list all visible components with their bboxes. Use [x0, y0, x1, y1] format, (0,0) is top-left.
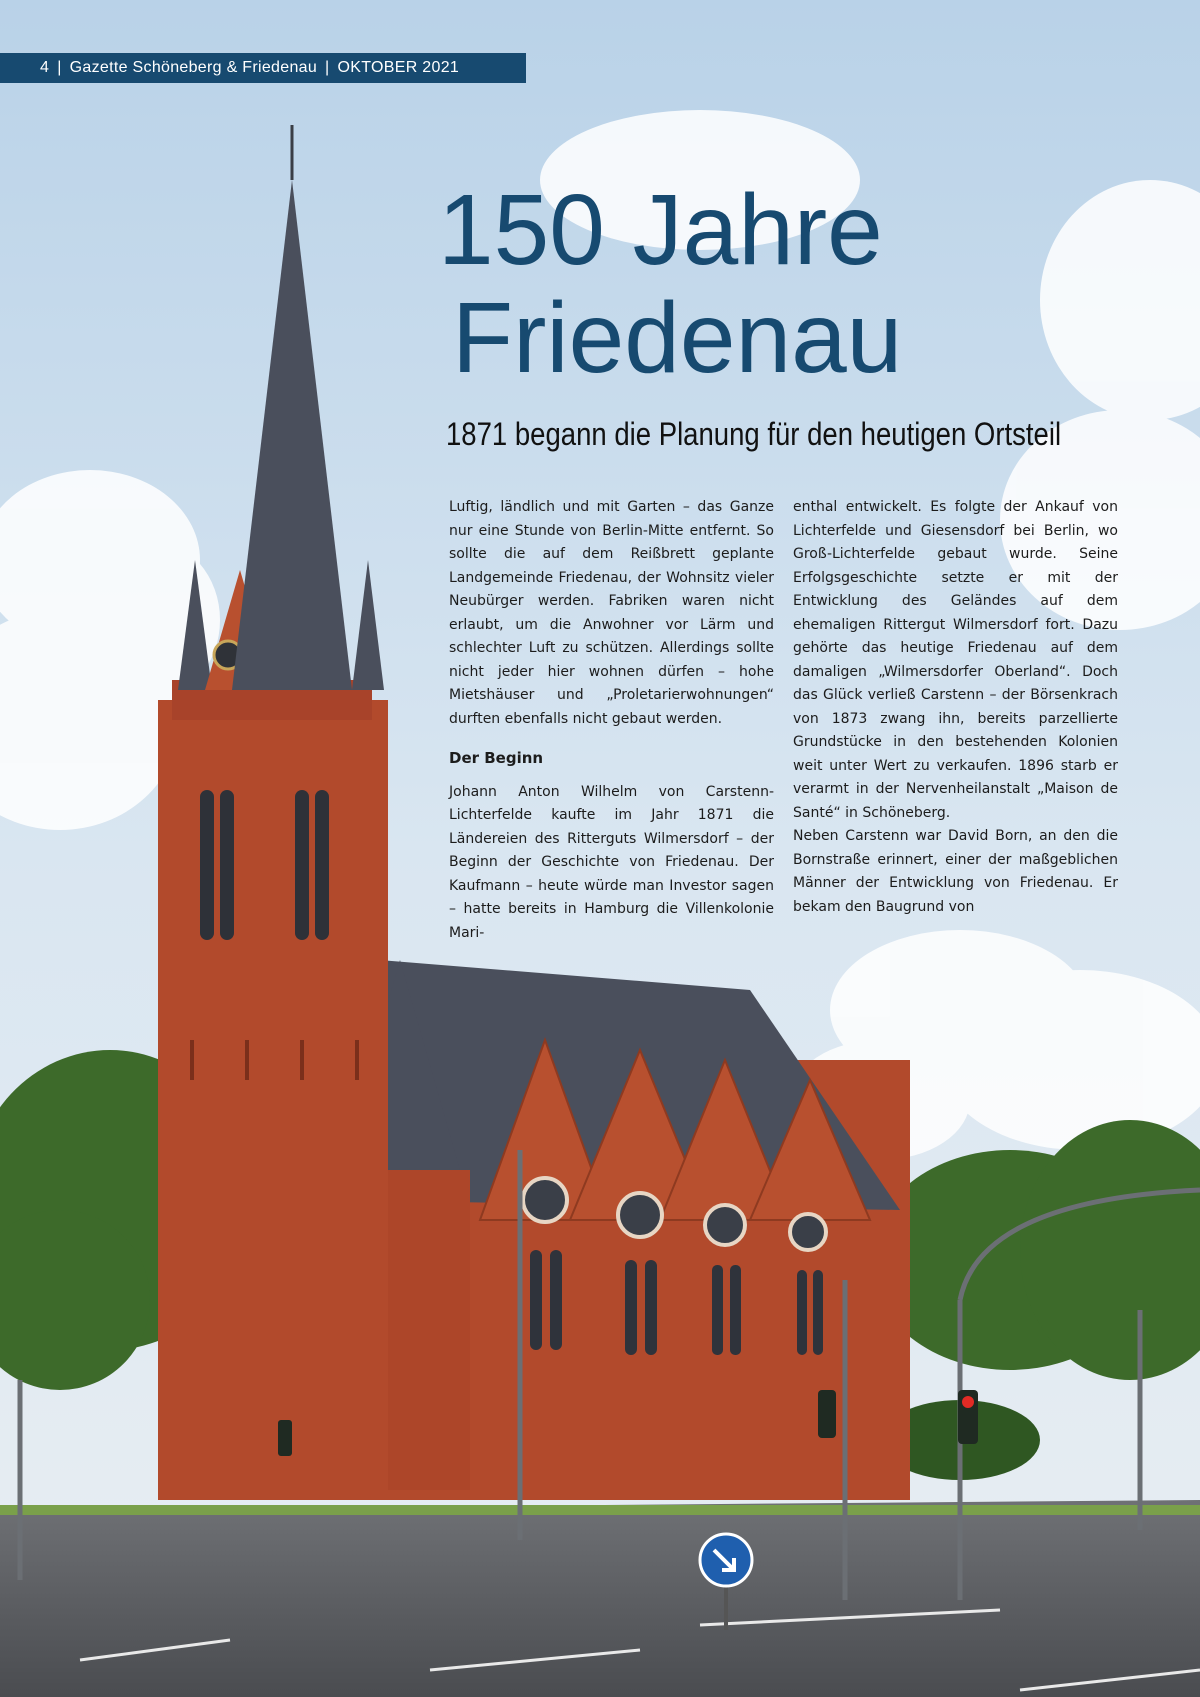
title-line-2: Friedenau [452, 282, 903, 394]
section-paragraph-2: Neben Carstenn war David Born, an den die Bornstraße erinnert, einer der maßgeblichen Männer der Entwicklung von Friedenau. Er bekam den Baugrund von [793, 828, 1118, 915]
page-number: 4 [40, 59, 50, 76]
section-paragraph-1-part-2: enthal entwickelt. Es folgte der Ankauf von Lichterfelde und Giesensdorf bei Berlin, wo Groß-Lichterfelde gebaut wurde. Seine Erfolgsgeschichte setzte er mit der Entwicklung des Geländes auf dem ehemaligen Rittergut Wilmersdorf fort. Dazu gehörte das heutige Friedenau auf dem damaligen „Wilmersdorfer Oberland“. Doch das Glück verließ Carstenn – der Börsenkrach von 1873 zwang ihn, bereits parzellierte Grundstücke in den bestehenden Kolonien weit unter Wert zu verkaufen. 1896 starb er verarmt in der Nervenheilanstalt „Maison de Santé“ in Schöneberg. [793, 499, 1118, 821]
intro-paragraph: Luftig, ländlich und mit Garten – das Ganze nur eine Stunde von Berlin-Mitte entfernt. So sollte die auf dem Reißbrett geplante Landgemeinde Friedenau, der Wohnsitz vieler Neubürger werden. Fabriken waren nicht erlaubt, um die Anwohner vor Lärm und schlechter Luft zu schützen. Allerdings sollte nicht jeder hier wohnen dürfen – hohe Mietshäuser und „Proletarierwohnungen“ durften ebenfalls nicht gebaut werden. [449, 499, 774, 727]
section-heading: Der Beginn [449, 749, 544, 767]
title-line-1: 150 Jahre [438, 174, 883, 286]
column-2 [793, 496, 1118, 919]
publication-name: Gazette Schöneberg & Friedenau [69, 59, 318, 76]
article-subtitle: 1871 begann die Planung für den heutigen Ortsteil [446, 416, 1062, 452]
article-title [438, 176, 902, 392]
section-paragraph-1-part-1: Johann Anton Wilhelm von Carstenn-Lichterfelde kaufte im Jahr 1871 die Ländereien des Ritterguts Wilmersdorf – der Beginn der Geschichte von Friedenau. Der Kaufmann – heute würde man Investor sagen – hatte bereits in Hamburg die Villenkolonie Mari- [449, 783, 774, 941]
header-separator: | [57, 59, 62, 76]
column-1 [449, 496, 774, 945]
issue-date: OKTOBER 2021 [337, 59, 460, 76]
page-header [0, 53, 526, 83]
header-separator: | [325, 59, 330, 76]
